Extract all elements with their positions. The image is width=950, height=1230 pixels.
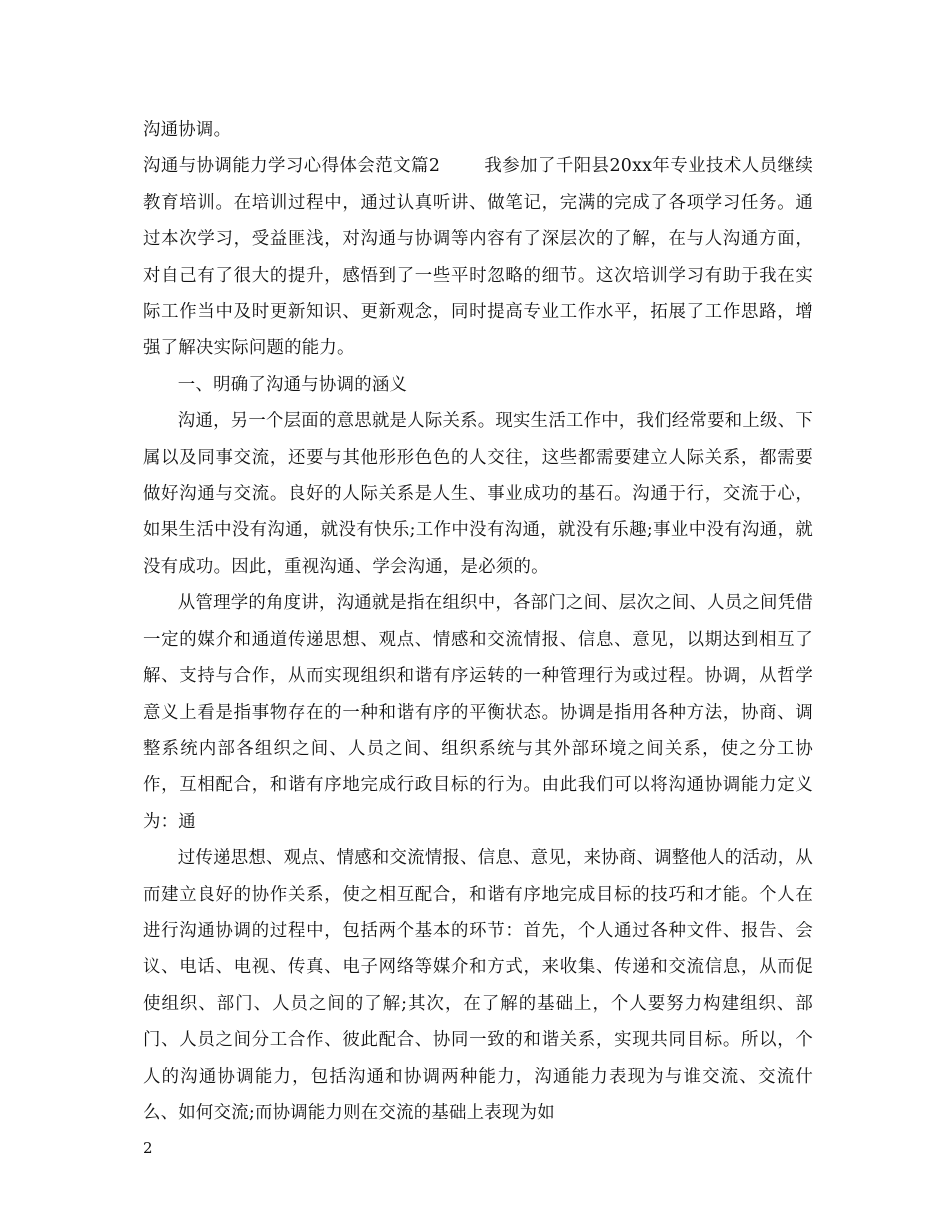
section1-heading: 一、明确了沟通与协调的涵义 [177, 374, 408, 395]
page-number: 2 [143, 1139, 153, 1157]
essay2-intro: 我参加了千阳县20xx年专业技术人员继续教育培训。在培训过程中，通过认真听讲、做笔记，完满的完成了各项学习任务。通过本次学习，受益匪浅，对沟通与协调等内容有了深层次的了解，在与人沟通方面，对自己有了很大的提升，感悟到了一些平时忽略的细节。这次培训学习有助于我在实际工作当中及时更新知识、更新观念，同时提高专业工作水平，拓展了工作思路，增强了解决实际问题的能力。 [143, 156, 813, 359]
opening-fragment: 沟通协调。 [143, 120, 232, 140]
paragraph-3: 过传递思想、观点、情感和交流情报、信息、意见，来协商、调整他人的活动，从而建立良好的协作关系，使之相互配合，和谐有序地完成目标的技巧和才能。个人在进行沟通协调的过程中，包括两个基本的环节：首先，个人通过各种文件、报告、会议、电话、电视、传真、电子网络等媒介和方式，来收集、传递和交流信息，从而促使组织、部门、人员之间的了解;其次，在了解的基础上，个人要努力构建组织、部门、人员之间分工合作、彼此配合、协同一致的和谐关系，实现共同目标。所以，个人的沟通协调能力，包括沟通和协调两种能力，沟通能力表现为与谁交流、交流什么、如何交流;而协调能力则在交流的基础上表现为如 [143, 848, 813, 1123]
essay2-block [143, 148, 813, 366]
document-body [143, 112, 813, 1131]
essay2-title: 沟通与协调能力学习心得体会范文篇2 [143, 156, 441, 177]
paragraph-1: 沟通，另一个层面的意思就是人际关系。现实生活工作中，我们经常要和上级、下属以及同事交流，还要与其他形形色色的人交往，这些都需要建立人际关系，都需要做好沟通与交流。良好的人际关系是人生、事业成功的基石。沟通于行，交流于心，如果生活中没有沟通，就没有快乐;工作中没有沟通，就没有乐趣;事业中没有沟通，就没有成功。因此，重视沟通、学会沟通，是必须的。 [143, 411, 813, 577]
paragraph-2: 从管理学的角度讲，沟通就是指在组织中，各部门之间、层次之间、人员之间凭借一定的媒介和通道传递思想、观点、情感和交流情报、信息、意见，以期达到相互了解、支持与合作，从而实现组织和谐有序运转的一种管理行为或过程。协调，从哲学意义上看是指事物存在的一种和谐有序的平衡状态。协调是指用各种方法，协商、调整系统内部各组织之间、人员之间、组织系统与其外部环境之间关系，使之分工协作，互相配合，和谐有序地完成行政目标的行为。由此我们可以将沟通协调能力定义为：通 [143, 593, 813, 832]
